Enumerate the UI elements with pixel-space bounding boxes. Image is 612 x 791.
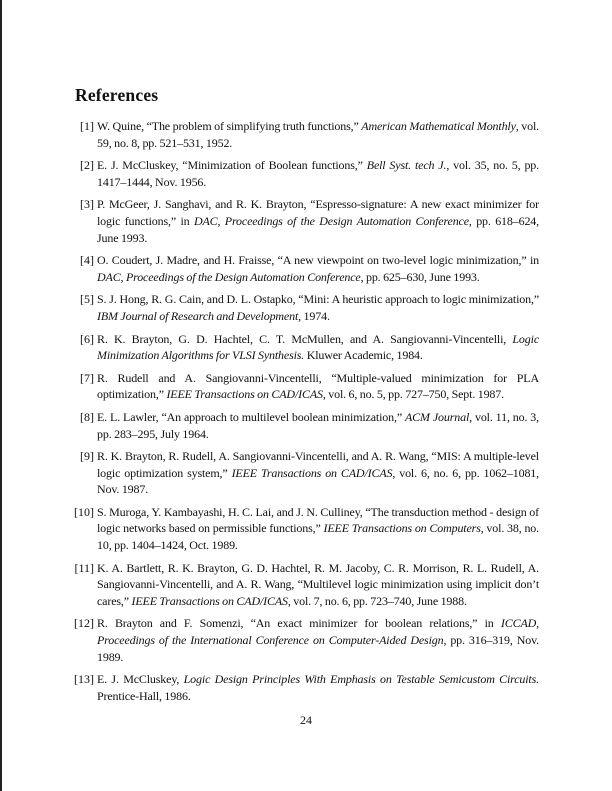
reference-venue: IBM Journal of Research and Development [97, 308, 299, 323]
reference-text: E. J. McCluskey, [97, 672, 184, 687]
reference-entry [75, 157, 539, 190]
reference-label: [1] [80, 119, 94, 133]
reference-label: [6] [80, 331, 94, 346]
reference-entry [75, 448, 539, 498]
reference-venue: DAC, Proceedings of the Design Automation Conference [97, 269, 361, 284]
reference-text: , vol. 6, no. 5, pp. 727–750, Sept. 1987. [322, 387, 504, 402]
reference-entry [75, 370, 539, 403]
reference-text: , 1974. [298, 308, 330, 323]
reference-text: R. K. Brayton, G. D. Hachtel, C. T. McMullen, and A. Sangiovanni-Vincentelli, [97, 331, 513, 346]
reference-entry [75, 196, 539, 246]
reference-entry [75, 615, 539, 665]
reference-text: E. L. Lawler, “An approach to multilevel boolean minimization,” [97, 409, 405, 424]
reference-text: S. Muroga, Y. Kambayashi, H. C. Lai, and J. N. Culliney, “The transduction method - design of logic networks based on permissible functions,” [97, 504, 539, 536]
reference-venue: IEEE Transactions on CAD/ICAS [166, 387, 323, 402]
reference-label: [3] [80, 197, 94, 212]
reference-venue: Bell Syst. tech J. [366, 158, 447, 173]
reference-label: [7] [80, 370, 94, 385]
reference-venue: IEEE Transactions on CAD/ICAS [131, 593, 288, 608]
reference-text: K. A. Bartlett, R. K. Brayton, G. D. Hachtel, R. M. Jacoby, C. R. Morrison, R. L. Rudell, A. Sangiovanni-Vincentelli, and A. R. Wang, “Multilevel logic minimization using implicit don’t cares,” [97, 560, 539, 608]
reference-entry [75, 560, 539, 610]
section-heading: References [75, 85, 159, 105]
reference-label: [9] [80, 449, 94, 464]
reference-entry [75, 252, 539, 285]
reference-text: R. K. Brayton, R. Rudell, A. Sangiovanni-Vincentelli, and A. R. Wang, “MIS: A multiple-level logic optimization system,” [97, 449, 539, 480]
reference-venue: ICCAD, Proceedings of the International Conference on Computer-Aided Design [97, 616, 539, 648]
reference-text: O. Coudert, J. Madre, and H. Fraisse, “A new viewpoint on two-level logic minimization,” in [97, 253, 539, 268]
reference-entry [75, 291, 539, 324]
reference-entry [75, 504, 539, 554]
reference-entry [75, 331, 539, 364]
reference-text: Prentice-Hall, 1986. [97, 688, 191, 703]
reference-text: R. Brayton and F. Somenzi, “An exact minimizer for boolean relations,” in [97, 616, 501, 631]
reference-venue: American Mathematical Monthly [361, 119, 516, 133]
reference-text: , vol. 38, no. 10, pp. 1404–1424, Oct. 1989. [97, 521, 539, 553]
reference-label: [2] [80, 158, 94, 173]
reference-text: , vol. 35, no. 5, pp. 1417–1444, Nov. 1956. [97, 158, 539, 189]
reference-text: S. J. Hong, R. G. Cain, and D. L. Ostapko, “Mini: A heuristic approach to logic minimization,” [97, 292, 539, 307]
reference-venue: IEEE Transactions on CAD/ICAS [231, 465, 393, 480]
reference-text: Kluwer Academic, 1984. [304, 348, 423, 363]
reference-venue: Logic Minimization Algorithms for VLSI Synthesis. [97, 331, 539, 363]
reference-text: , vol. 6, no. 6, pp. 1062–1081, Nov. 1987. [97, 465, 539, 497]
reference-text: , pp. 618–624, June 1993. [97, 213, 539, 245]
reference-venue: IEEE Transactions on Computers [323, 521, 481, 536]
page-number: 24 [300, 713, 312, 728]
reference-label: [10] [74, 504, 94, 519]
reference-list [75, 118, 539, 704]
reference-text: , vol. 11, no. 3, pp. 283–295, July 1964. [97, 409, 539, 441]
reference-entry [75, 671, 539, 704]
reference-text: W. Quine, “The problem of simplifying truth functions,” [97, 119, 362, 133]
reference-venue: ACM Journal [405, 409, 470, 424]
reference-text: P. McGeer, J. Sanghavi, and R. K. Brayton, “Espresso-signature: A new exact minimizer for logic functions,” in [97, 197, 539, 228]
reference-venue: DAC, Proceedings of the Design Automation Conference [193, 213, 469, 228]
reference-text: R. Rudell and A. Sangiovanni-Vincentelli, “Multiple-valued minimization for PLA optimization,” [97, 370, 539, 402]
reference-entry [75, 409, 539, 442]
reference-label: [4] [80, 253, 94, 268]
reference-label: [12] [74, 616, 94, 631]
reference-entry [75, 118, 539, 151]
reference-label: [13] [74, 672, 94, 687]
reference-label: [11] [74, 560, 94, 575]
reference-text: , pp. 625–630, June 1993. [360, 269, 480, 284]
reference-label: [8] [80, 409, 94, 424]
reference-text: E. J. McCluskey, “Minimization of Boolean functions,” [97, 158, 367, 173]
reference-label: [5] [80, 292, 94, 307]
reference-text: , pp. 316–319, Nov. 1989. [97, 633, 539, 664]
reference-text: , vol. 7, no. 6, pp. 723–740, June 1988. [287, 593, 467, 608]
reference-venue: Logic Design Principles With Emphasis on Testable Semicustom Circuits. [183, 672, 539, 687]
reference-text: , vol. 59, no. 8, pp. 521–531, 1952. [97, 119, 540, 150]
